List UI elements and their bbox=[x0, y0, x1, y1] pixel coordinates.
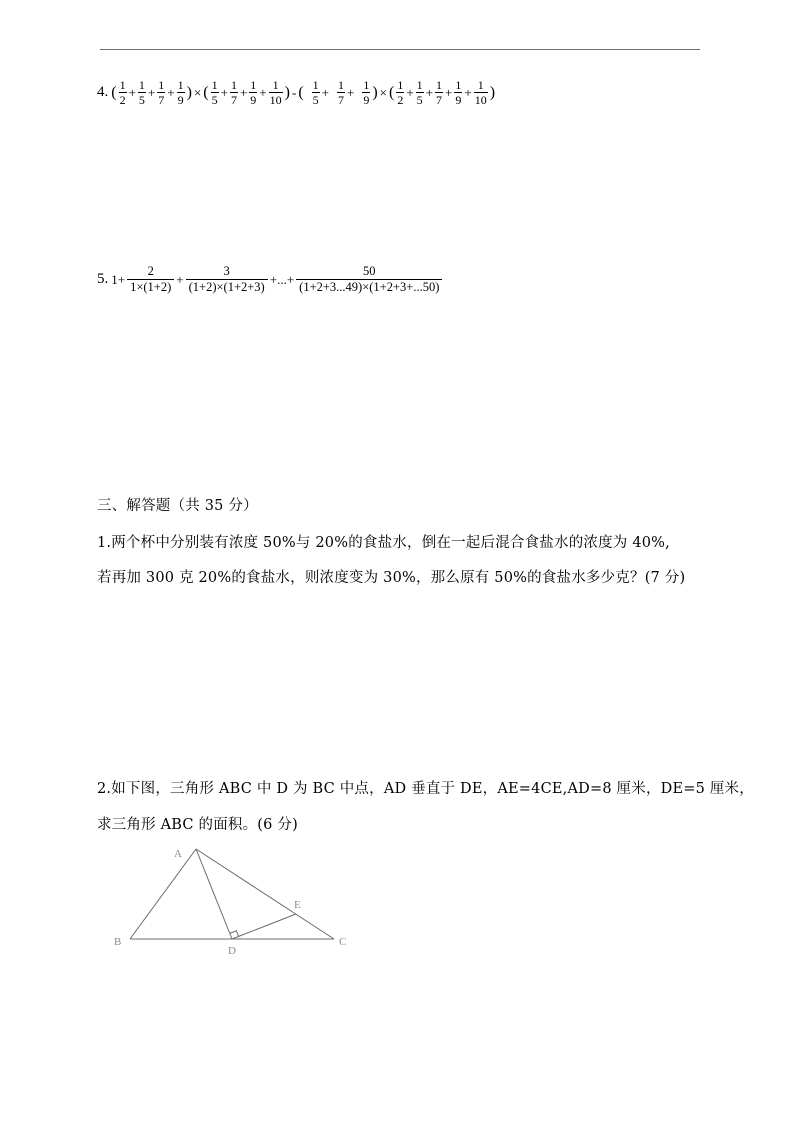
fraction: $\frac{1}{9}$ bbox=[177, 78, 184, 107]
fraction: $\frac{50}{(1+2+3...49)\times(1+2+3+...50)}$ bbox=[296, 264, 442, 295]
fraction: $\frac{1}{10}$ bbox=[269, 78, 282, 107]
header-rule bbox=[100, 49, 700, 50]
fraction: $\frac{1}{7}$ bbox=[337, 78, 344, 107]
segment-DE bbox=[232, 914, 296, 939]
question-1-line-2: 若再加 300 克 20%的食盐水，则浓度变为 30%，那么原有 50%的食盐水多少克？(7 分) bbox=[97, 570, 686, 586]
problem-5-number: 5. bbox=[97, 271, 109, 287]
question-2-line-1: 2.如下图，三角形 ABC 中 D 为 BC 中点，AD 垂直于 DE，AE=4CE,AD=8 厘米，DE=5 厘米， bbox=[97, 781, 754, 797]
fraction: $\frac{1}{7}$ bbox=[230, 78, 237, 107]
problem-4: 4. ( $\frac{1}{2}$ + $\frac{1}{5}$ + $\frac{1}{7}$ + $\frac{1}{9}$ ) × ( $\frac{1}{5}$ + $\frac{1}{7}$ + $\frac{1}{9}$ + $\frac{1}{10}$ ) - ( $\frac{1}{5}$ + $\frac{1}{7}$ + $\frac{1}{9}$ ) × ( $\frac{1}{2}$ + $\frac{1}{5}$ + $\frac{1}{7}$ + $\frac{1}{9}$ + $\frac{1}{10}$ ) bbox=[97, 78, 496, 107]
label-C: C bbox=[339, 936, 347, 948]
fraction: $\frac{1}{10}$ bbox=[474, 78, 487, 107]
side-AC bbox=[196, 849, 334, 939]
problem-4-number: 4. bbox=[97, 84, 109, 100]
label-E: E bbox=[294, 899, 301, 911]
fraction: $\frac{1}{5}$ bbox=[312, 78, 319, 107]
fraction: $\frac{1}{7}$ bbox=[436, 78, 443, 107]
segment-AD bbox=[196, 849, 232, 939]
label-A: A bbox=[174, 848, 182, 860]
fraction: $\frac{1}{9}$ bbox=[363, 78, 370, 107]
fraction: $\frac{1}{7}$ bbox=[158, 78, 165, 107]
label-D: D bbox=[228, 945, 236, 957]
fraction: $\frac{1}{2}$ bbox=[119, 78, 126, 107]
paren: ( bbox=[111, 83, 117, 101]
question-1-line-1: 1.两个杯中分别装有浓度 50%与 20%的食盐水，倒在一起后混合食盐水的浓度为 40%, bbox=[97, 535, 670, 551]
side-AB bbox=[130, 849, 196, 939]
section-heading: 三、解答题（共 35 分） bbox=[97, 498, 258, 514]
label-B: B bbox=[114, 936, 122, 948]
fraction: $\frac{1}{5}$ bbox=[211, 78, 218, 107]
fraction: $\frac{1}{9}$ bbox=[250, 78, 257, 107]
fraction: $\frac{1}{5}$ bbox=[138, 78, 145, 107]
fraction: $\frac{1}{9}$ bbox=[455, 78, 462, 107]
fraction: $\frac{1}{2}$ bbox=[397, 78, 404, 107]
fraction: $\frac{1}{5}$ bbox=[416, 78, 423, 107]
problem-5: 5. 1+ $\frac{2}{1\times(1+2)}$ + $\frac{3}{(1+2)\times(1+2+3)}$ +...+ $\frac{50}{(1+2+3...49)\times(1+2+3+...50)}$ bbox=[97, 264, 443, 295]
fraction: $\frac{2}{1\times(1+2)}$ bbox=[127, 264, 174, 295]
fraction: $\frac{3}{(1+2)\times(1+2+3)}$ bbox=[186, 264, 268, 295]
triangle-figure bbox=[110, 842, 360, 957]
question-2-line-2: 求三角形 ABC 的面积。(6 分) bbox=[97, 817, 298, 833]
